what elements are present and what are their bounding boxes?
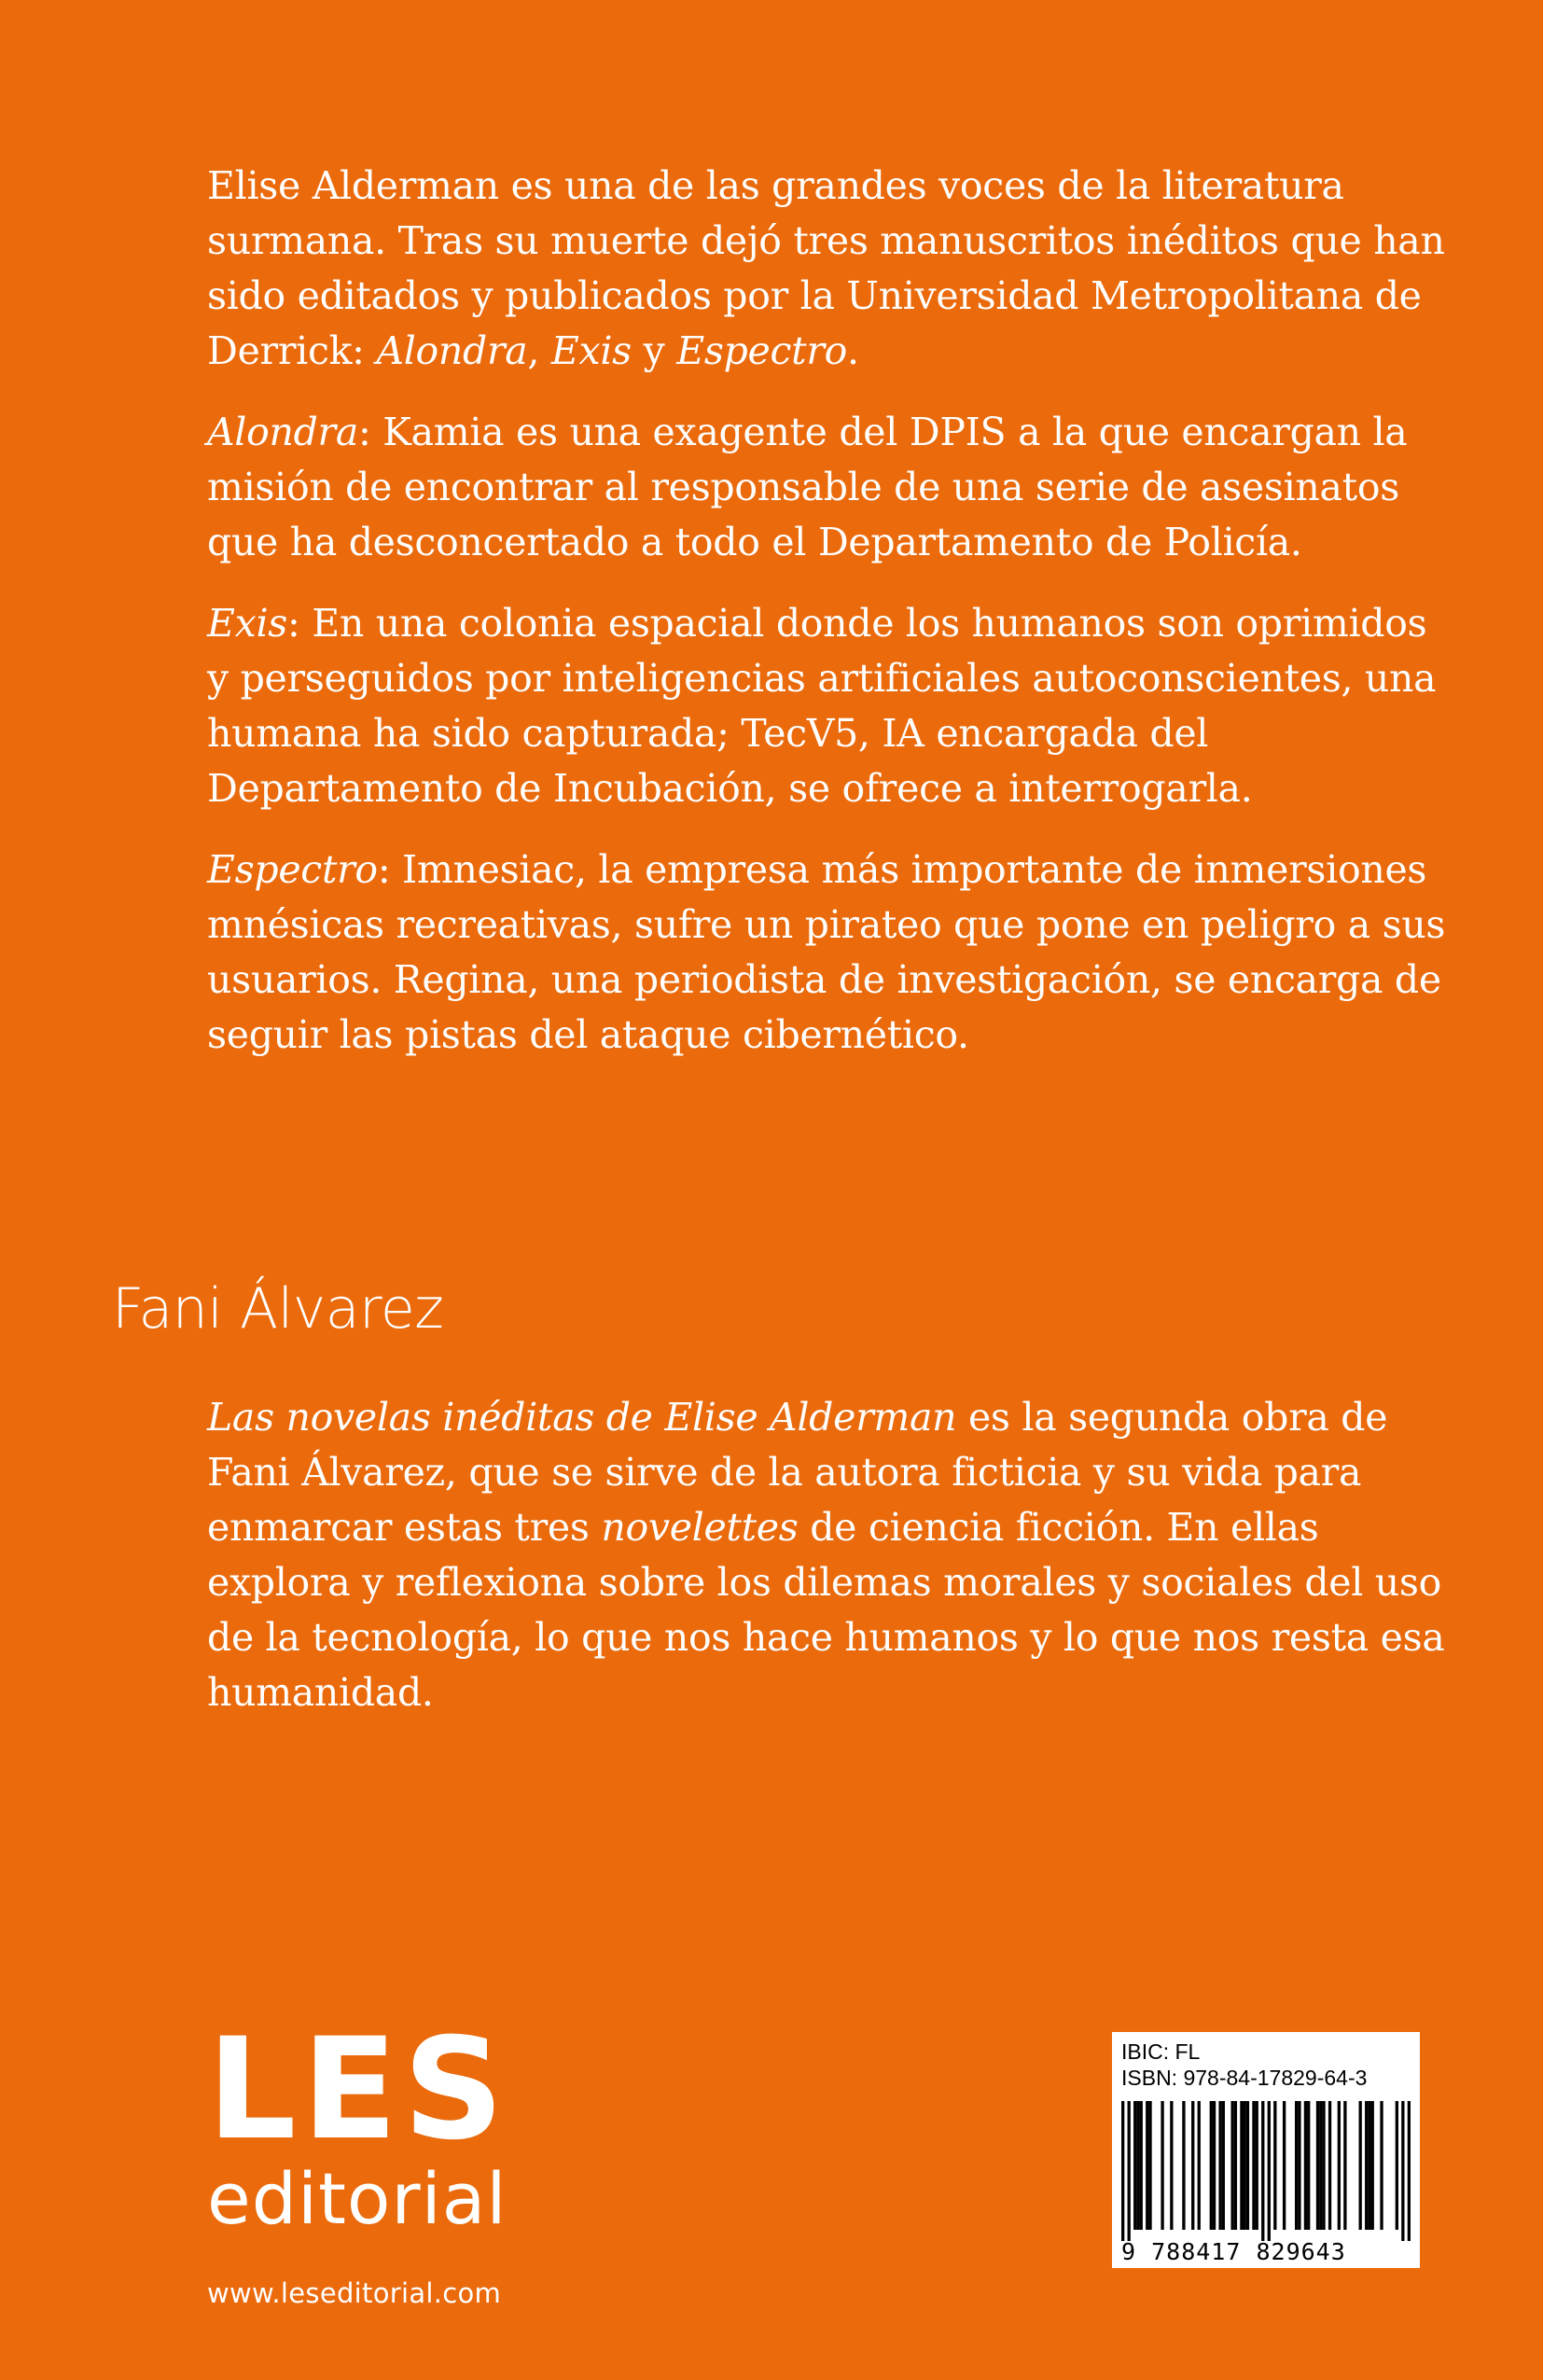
- barcode-bars: [1121, 2101, 1411, 2241]
- barcode-bar: [1161, 2101, 1163, 2230]
- barcode-bar: [1121, 2101, 1124, 2241]
- barcode-bar: [1136, 2101, 1139, 2230]
- intro-sep: ,: [527, 328, 551, 373]
- isbn-code: ISBN: 978-84-17829-64-3: [1121, 2066, 1368, 2090]
- barcode-bar: [1191, 2101, 1194, 2230]
- bio-text-1: es la segunda obra de Fani Álvarez, que se sirve de la autora ficticia y su vida para enmarcar estas tres: [207, 1395, 1388, 1550]
- synopsis-intro: [207, 159, 1448, 379]
- intro-end: .: [847, 328, 859, 373]
- barcode-bar: [1218, 2101, 1221, 2230]
- synopsis-espectro: [207, 842, 1448, 1063]
- barcode-bar: [1240, 2101, 1243, 2230]
- bio-italic-word: novelettes: [601, 1505, 799, 1550]
- barcode-bar: [1244, 2101, 1246, 2230]
- barcode-bar: [1128, 2101, 1131, 2241]
- barcode-bar: [1338, 2101, 1341, 2230]
- barcode-bar: [1304, 2101, 1307, 2230]
- barcode-bar: [1380, 2101, 1383, 2230]
- espectro-text: : Imnesiac, la empresa más importante de inmersiones mnésicas recreativas, sufre un pirateo que pone en peligro a sus usuarios. Regina, una periodista de investigación, se encarga de seguir las pistas del ataque cibernético.: [207, 847, 1446, 1057]
- synopsis: [207, 159, 1448, 1089]
- barcode-bar: [1298, 2101, 1300, 2230]
- intro-title-alondra: Alondra: [376, 328, 528, 373]
- barcode-digits: 9 788417 829643: [1121, 2238, 1346, 2265]
- barcode-bar: [1359, 2101, 1362, 2230]
- publisher-url[interactable]: www.leseditorial.com: [207, 2277, 502, 2309]
- barcode-bar: [1368, 2101, 1370, 2230]
- barcode-bar: [1268, 2101, 1271, 2241]
- barcode-bar: [1170, 2101, 1173, 2230]
- intro-title-espectro: Espectro: [676, 328, 848, 373]
- barcode-bar: [1148, 2101, 1151, 2230]
- barcode-bar: [1316, 2101, 1319, 2230]
- barcode-bar: [1328, 2101, 1331, 2230]
- exis-text: : En una colonia espacial donde los humanos son oprimidos y perseguidos por inteligencias artificiales autoconscientes, una humana ha sido capturada; TecV5, IA encargada del Departamento de Incubación, se ofrece a interrogarla.: [207, 601, 1437, 811]
- author-bio-text: [207, 1390, 1448, 1720]
- ibic-code: IBIC: FL: [1121, 2039, 1201, 2064]
- barcode-bar: [1234, 2101, 1237, 2230]
- barcode-bar: [1319, 2101, 1322, 2230]
- barcode-bar: [1256, 2101, 1258, 2230]
- barcode-bar: [1365, 2101, 1368, 2230]
- intro-text: Elise Alderman es una de las grandes voces de la literatura surmana. Tras su muerte dejó tres manuscritos inéditos que han sido editados y publicados por la Universidad Metropolitana de Derrick:: [207, 163, 1445, 373]
- barcode-bar: [1213, 2101, 1216, 2230]
- alondra-text: : Kamia es una exagente del DPIS a la que encargan la misión de encontrar al responsable de una serie de asesinatos que ha desconcertado a todo el Departamento de Policía.: [207, 410, 1408, 564]
- barcode-bar: [1401, 2101, 1404, 2241]
- espectro-title: Espectro: [207, 847, 378, 892]
- barcode-bar: [1343, 2101, 1346, 2230]
- synopsis-alondra: [207, 405, 1448, 570]
- barcode-bar: [1252, 2101, 1255, 2230]
- logo-word: LES: [207, 2009, 510, 2171]
- barcode-bar: [1261, 2101, 1264, 2241]
- book-title: Las novelas inéditas de Elise Alderman: [207, 1395, 957, 1440]
- barcode-bar: [1295, 2101, 1298, 2230]
- barcode-bar: [1133, 2101, 1136, 2230]
- barcode-bar: [1273, 2101, 1276, 2230]
- barcode-bar: [1210, 2101, 1213, 2230]
- barcode-bar: [1198, 2101, 1201, 2230]
- barcode-bar: [1182, 2101, 1185, 2230]
- synopsis-exis: [207, 596, 1448, 816]
- intro-title-exis: Exis: [550, 328, 632, 373]
- author-bio: [207, 1390, 1448, 1747]
- barcode-box: [1112, 2032, 1420, 2268]
- exis-title: Exis: [207, 601, 288, 646]
- barcode-bar: [1230, 2101, 1233, 2230]
- barcode-bar: [1140, 2101, 1143, 2230]
- logo-subtitle: editorial: [207, 2157, 507, 2240]
- publisher-logo: [207, 2009, 543, 2309]
- barcode-bar: [1246, 2101, 1249, 2230]
- barcode-bar: [1408, 2101, 1411, 2241]
- barcode-bar: [1307, 2101, 1310, 2230]
- barcode-bar: [1283, 2101, 1286, 2230]
- alondra-title: Alondra: [207, 410, 359, 454]
- intro-sep: y: [631, 328, 677, 373]
- barcode-bar: [1146, 2101, 1148, 2230]
- author-name: Fani Álvarez: [112, 1276, 444, 1342]
- barcode-bar: [1322, 2101, 1325, 2230]
- barcode-bar: [1371, 2101, 1374, 2230]
- barcode-bar: [1396, 2101, 1398, 2230]
- barcode-bar: [1222, 2101, 1225, 2230]
- bio-text-2: de ciencia ficción. En ellas explora y reflexiona sobre los dilemas morales y sociales del uso de la tecnología, lo que nos hace humanos y lo que nos resta esa humanidad.: [207, 1505, 1445, 1715]
